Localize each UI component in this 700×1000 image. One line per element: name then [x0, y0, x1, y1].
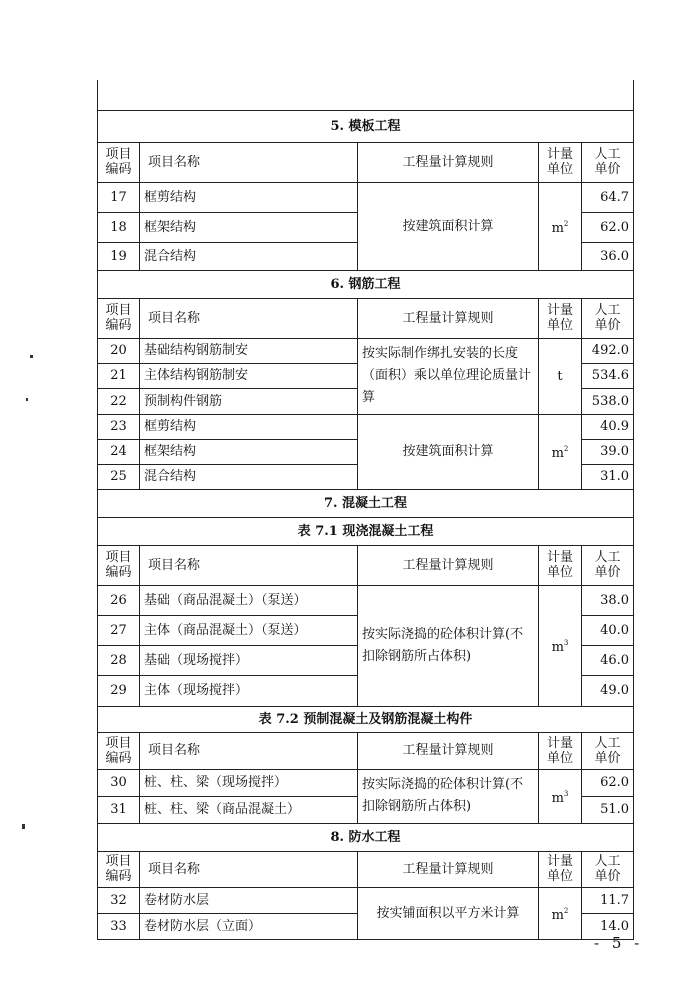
header-unit: 计量 单位	[539, 732, 582, 769]
header-rule: 工程量计算规则	[358, 545, 539, 585]
item-code: 19	[98, 242, 140, 270]
table-row	[98, 887, 634, 913]
unit-sup: 3	[563, 789, 569, 798]
item-code: 20	[98, 338, 140, 363]
unit-sup: 3	[563, 639, 569, 647]
item-name: 基础结构钢筋制安	[140, 338, 358, 363]
header-row	[98, 732, 634, 769]
item-price: 62.0	[582, 212, 634, 242]
header-unit: 计量 单位	[539, 142, 582, 182]
unit-base: m	[551, 640, 564, 655]
section-6-title: 6. 钢筋工程	[98, 270, 634, 298]
header-price: 人工 单价	[582, 545, 634, 585]
header-unit: 计量 单位	[539, 545, 582, 585]
header-row	[98, 298, 634, 338]
item-price: 38.0	[582, 585, 634, 615]
table-top-blank	[98, 80, 634, 110]
table-row	[98, 585, 634, 615]
table-row	[98, 182, 634, 212]
table-row	[98, 414, 634, 439]
item-name: 基础（商品混凝土）（泵送）	[140, 585, 358, 615]
section-title-row	[98, 110, 634, 142]
item-price: 492.0	[582, 338, 634, 363]
header-rule: 工程量计算规则	[358, 142, 539, 182]
header-rule: 工程量计算规则	[358, 732, 539, 769]
unit-base: m	[551, 790, 564, 806]
unit-cell	[539, 887, 582, 939]
labor-price-table	[97, 80, 634, 940]
item-name: 混合结构	[140, 242, 358, 270]
unit-cell	[539, 182, 582, 270]
header-row	[98, 851, 634, 887]
item-code: 27	[98, 615, 140, 645]
unit-sup: 2	[563, 219, 569, 228]
unit-base: m	[551, 907, 564, 923]
header-price: 人工 单价	[582, 142, 634, 182]
header-name: 项目名称	[140, 851, 358, 887]
item-code: 26	[98, 585, 140, 615]
item-price: 40.0	[582, 615, 634, 645]
table-7-2-title: 表 7.2 预制混凝土及钢筋混凝土构件	[98, 706, 634, 732]
section-title-row	[98, 489, 634, 517]
item-code: 29	[98, 675, 140, 706]
subtable-title-row	[98, 517, 634, 545]
header-unit: 计量 单位	[539, 851, 582, 887]
item-price: 64.7	[582, 182, 634, 212]
header-rule: 工程量计算规则	[358, 851, 539, 887]
calc-rule: 按实铺面积以平方米计算	[358, 887, 539, 939]
item-code: 28	[98, 645, 140, 675]
item-code: 30	[98, 769, 140, 796]
header-price: 人工 单价	[582, 298, 634, 338]
calc-rule: 按建筑面积计算	[358, 414, 539, 489]
calc-rule: 按实际浇捣的砼体积计算(不扣除钢筋所占体积)	[358, 769, 539, 823]
unit-cell	[539, 769, 582, 823]
section-5-title: 5. 模板工程	[98, 110, 634, 142]
item-name: 基础（现场搅拌）	[140, 645, 358, 675]
item-code: 31	[98, 796, 140, 823]
item-code: 21	[98, 363, 140, 388]
item-code: 18	[98, 212, 140, 242]
header-row	[98, 142, 634, 182]
item-price: 14.0	[582, 913, 634, 939]
item-name: 混合结构	[140, 464, 358, 489]
header-name: 项目名称	[140, 732, 358, 769]
header-code: 项目 编码	[98, 298, 140, 338]
header-name: 项目名称	[140, 298, 358, 338]
scan-speck	[26, 398, 28, 401]
header-code: 项目 编码	[98, 851, 140, 887]
item-price: 46.0	[582, 645, 634, 675]
unit-base: m	[551, 446, 564, 461]
item-name: 卷材防水层	[140, 887, 358, 913]
header-name: 项目名称	[140, 545, 358, 585]
item-name: 框剪结构	[140, 182, 358, 212]
item-code: 23	[98, 414, 140, 439]
item-name: 框架结构	[140, 212, 358, 242]
item-name: 主体（现场搅拌）	[140, 675, 358, 706]
unit-cell	[539, 414, 582, 489]
item-price: 49.0	[582, 675, 634, 706]
unit-cell	[539, 585, 582, 706]
section-title-row	[98, 270, 634, 298]
item-code: 24	[98, 439, 140, 464]
page-number: - 5 -	[594, 934, 644, 952]
header-row	[98, 545, 634, 585]
item-name: 桩、柱、梁（现场搅拌）	[140, 769, 358, 796]
item-name: 预制构件钢筋	[140, 388, 358, 414]
item-price: 534.6	[582, 363, 634, 388]
header-price: 人工 单价	[582, 851, 634, 887]
item-price: 51.0	[582, 796, 634, 823]
item-price: 538.0	[582, 388, 634, 414]
item-name: 主体（商品混凝土）（泵送）	[140, 615, 358, 645]
item-code: 32	[98, 887, 140, 913]
item-code: 25	[98, 464, 140, 489]
item-code: 33	[98, 913, 140, 939]
section-7-title: 7. 混凝土工程	[98, 489, 634, 517]
calc-rule: 按建筑面积计算	[358, 182, 539, 270]
table-7-1-title: 表 7.1 现浇混凝土工程	[98, 517, 634, 545]
item-price: 11.7	[582, 887, 634, 913]
unit-cell: t	[539, 338, 582, 414]
header-code: 项目 编码	[98, 545, 140, 585]
header-rule: 工程量计算规则	[358, 298, 539, 338]
header-code: 项目 编码	[98, 732, 140, 769]
table-row	[98, 338, 634, 363]
header-unit: 计量 单位	[539, 298, 582, 338]
calc-rule: 按实际浇捣的砼体积计算(不扣除钢筋所占体积)	[358, 585, 539, 706]
item-price: 62.0	[582, 769, 634, 796]
item-code: 22	[98, 388, 140, 414]
header-price: 人工 单价	[582, 732, 634, 769]
item-name: 框架结构	[140, 439, 358, 464]
item-code: 17	[98, 182, 140, 212]
item-name: 主体结构钢筋制安	[140, 363, 358, 388]
table-row	[98, 769, 634, 796]
subtable-title-row	[98, 706, 634, 732]
item-name: 卷材防水层（立面）	[140, 913, 358, 939]
item-price: 39.0	[582, 439, 634, 464]
header-code: 项目 编码	[98, 142, 140, 182]
item-name: 框剪结构	[140, 414, 358, 439]
header-name: 项目名称	[140, 142, 358, 182]
scan-speck	[30, 355, 33, 358]
section-title-row	[98, 823, 634, 851]
section-8-title: 8. 防水工程	[98, 823, 634, 851]
item-name: 桩、柱、梁（商品混凝土）	[140, 796, 358, 823]
item-price: 40.9	[582, 414, 634, 439]
item-price: 36.0	[582, 242, 634, 270]
scan-speck	[22, 824, 25, 829]
calc-rule: 按实际制作绑扎安装的长度（面积）乘以单位理论质量计算	[358, 338, 539, 414]
unit-base: m	[551, 220, 564, 236]
unit-sup: 2	[563, 906, 569, 915]
item-price: 31.0	[582, 464, 634, 489]
unit-sup: 2	[563, 445, 569, 453]
